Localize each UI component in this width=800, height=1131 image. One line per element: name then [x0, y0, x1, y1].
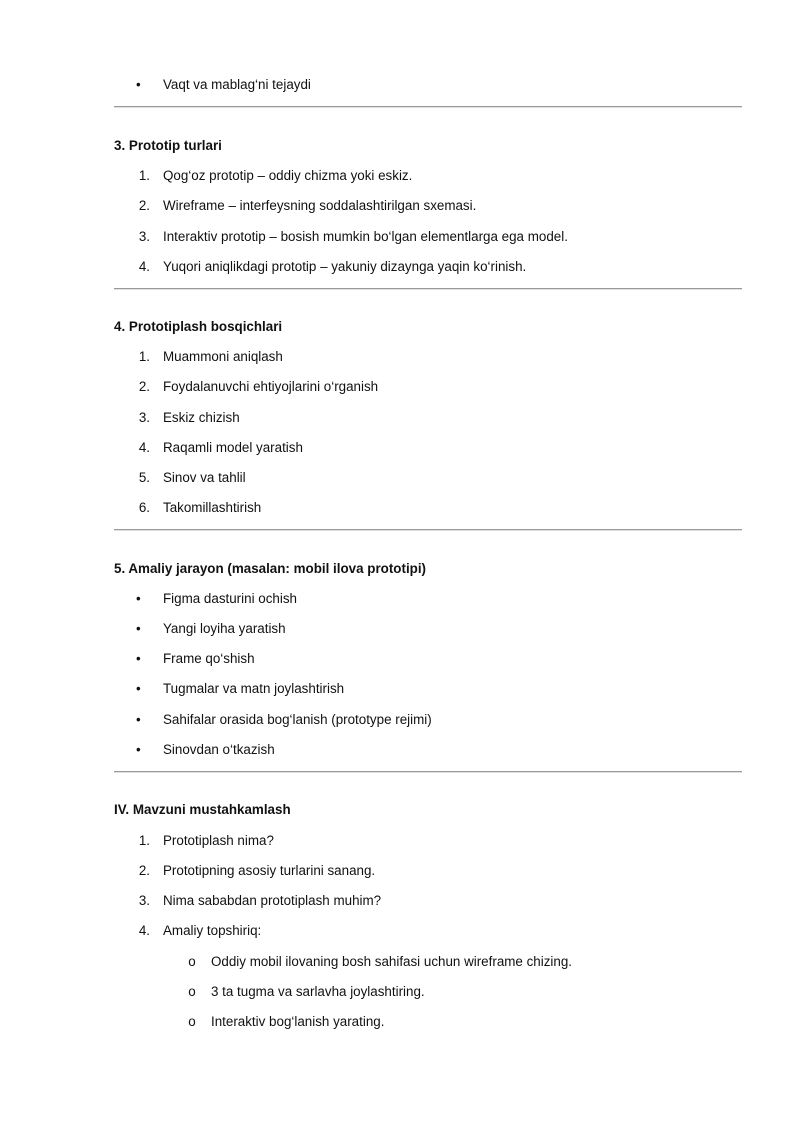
list-item: Nima sababdan prototiplash muhim? — [163, 893, 382, 908]
list-number: 5. — [138, 470, 150, 485]
sub-list-item: 3 ta tugma va sarlavha joylashtiring. — [211, 984, 425, 999]
list-item: Wireframe – interfeysning soddalashtirilgan sxemasi. — [163, 198, 477, 213]
section-heading: IV. Mavzuni mustahkamlash — [114, 802, 291, 817]
list-item: Figma dasturini ochish — [163, 591, 297, 606]
list-number: 2. — [138, 379, 150, 394]
bullet-marker: • — [136, 742, 141, 757]
list-item: Foydalanuvchi ehtiyojlarini o‘rganish — [163, 379, 379, 394]
list-number: 4. — [138, 923, 150, 938]
list-number: 3. — [138, 410, 150, 425]
bullet-marker: • — [136, 591, 141, 606]
sub-bullet-marker: o — [188, 984, 196, 999]
list-item: Takomillashtirish — [163, 500, 262, 515]
divider — [114, 106, 742, 108]
list-number: 1. — [138, 349, 150, 364]
list-item: Eskiz chizish — [163, 410, 240, 425]
divider — [114, 771, 742, 773]
list-item: Frame qo‘shish — [163, 651, 255, 666]
list-item: Tugmalar va matn joylashtirish — [163, 681, 345, 696]
list-number: 6. — [138, 500, 150, 515]
bullet-marker: • — [136, 77, 141, 92]
bullet-marker: • — [136, 681, 141, 696]
list-item: Raqamli model yaratish — [163, 440, 303, 455]
list-number: 4. — [138, 440, 150, 455]
section-heading: 4. Prototiplash bosqichlari — [114, 319, 283, 334]
list-number: 4. — [138, 259, 150, 274]
bullet-marker: • — [136, 712, 141, 727]
list-number: 1. — [138, 833, 150, 848]
list-number: 3. — [138, 229, 150, 244]
list-item: Yuqori aniqlikdagi prototip – yakuniy dizaynga yaqin ko‘rinish. — [163, 259, 527, 274]
sub-list-item: Oddiy mobil ilovaning bosh sahifasi uchun wireframe chizing. — [211, 954, 572, 969]
list-item: Interaktiv prototip – bosish mumkin bo‘lgan elementlarga ega model. — [163, 229, 568, 244]
list-item: Sahifalar orasida bog‘lanish (prototype rejimi) — [163, 712, 432, 727]
sub-bullet-marker: o — [188, 954, 196, 969]
list-number: 2. — [138, 863, 150, 878]
sub-list-item: Interaktiv bog‘lanish yarating. — [211, 1014, 385, 1029]
list-item: Vaqt va mablag‘ni tejaydi — [163, 77, 311, 92]
bullet-marker: • — [136, 621, 141, 636]
list-item: Prototiplash nima? — [163, 833, 274, 848]
list-item: Qog‘oz prototip – oddiy chizma yoki eskiz. — [163, 168, 413, 183]
sub-bullet-marker: o — [188, 1014, 196, 1029]
section-heading: 3. Prototip turlari — [114, 138, 222, 153]
list-item: Prototipning asosiy turlarini sanang. — [163, 863, 376, 878]
list-item: Sinov va tahlil — [163, 470, 246, 485]
bullet-marker: • — [136, 651, 141, 666]
list-number: 3. — [138, 893, 150, 908]
list-number: 2. — [138, 198, 150, 213]
divider — [114, 288, 742, 290]
divider — [114, 529, 742, 531]
list-item: Amaliy topshiriq: — [163, 923, 262, 938]
list-item: Yangi loyiha yaratish — [163, 621, 286, 636]
section-heading: 5. Amaliy jarayon (masalan: mobil ilova prototipi) — [114, 561, 427, 576]
list-number: 1. — [138, 168, 150, 183]
list-item: Sinovdan o‘tkazish — [163, 742, 275, 757]
list-item: Muammoni aniqlash — [163, 349, 283, 364]
